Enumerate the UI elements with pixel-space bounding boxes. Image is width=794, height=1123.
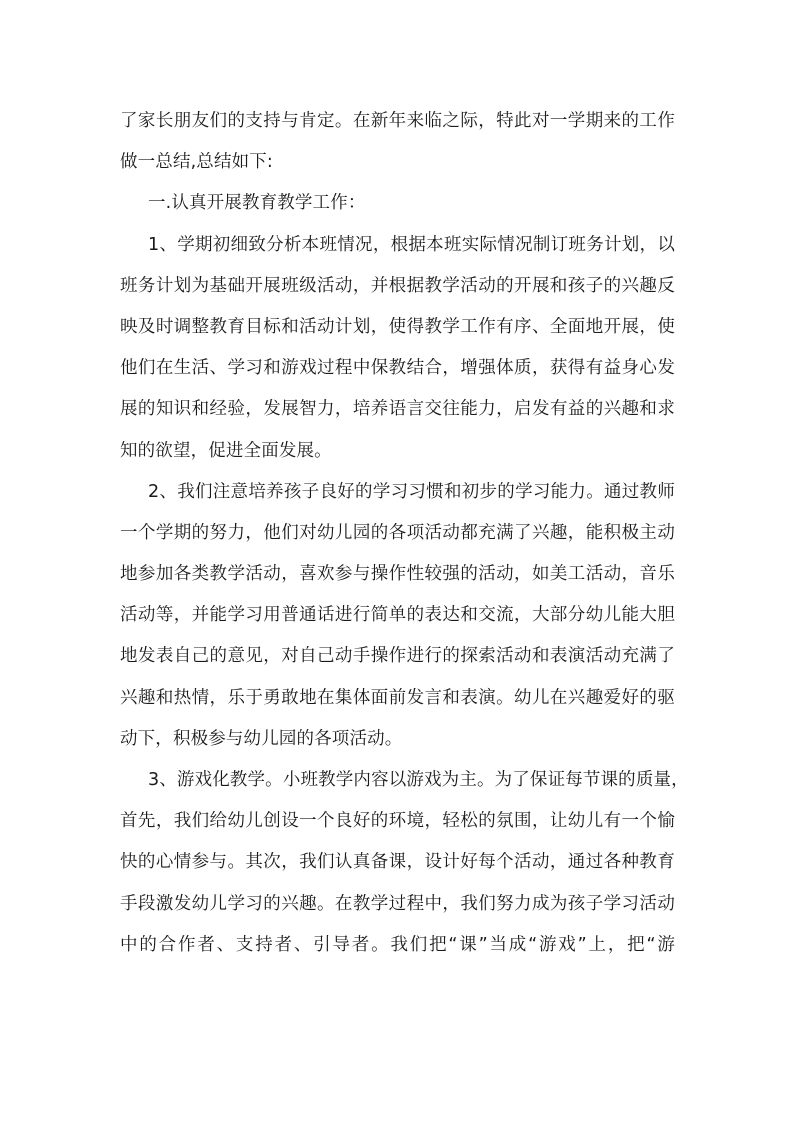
text-line: 手段激发幼儿学习的兴趣。在教学过程中，我们努力成为孩子学习活动 bbox=[120, 893, 675, 914]
text-line: 活动等，并能学习用普通话进行简单的表达和交流，大部分幼儿能大胆 bbox=[120, 605, 675, 626]
text-line: 知的欲望，促进全面发展。 bbox=[120, 440, 332, 461]
text-line: 兴趣和热情，乐于勇敢地在集体面前发言和表演。幼儿在兴趣爱好的驱 bbox=[120, 687, 675, 708]
text-line: 了家长朋友们的支持与肯定。在新年来临之际，特此对一学期来的工作 bbox=[120, 111, 675, 131]
text-line: 映及时调整教育目标和活动计划，使得教学工作有序、全面地开展，使 bbox=[120, 316, 675, 337]
text-line: 一个学期的努力，他们对幼儿园的各项活动都充满了兴趣，能积极主动 bbox=[120, 522, 675, 543]
paragraph-start: 3、游戏化教学。小班教学内容以游戏为主。为了保证每节课的质量， bbox=[148, 770, 689, 790]
paragraph-start: 1、学期初细致分析本班情况，根据本班实际情况制订班务计划，以 bbox=[148, 234, 675, 255]
text-line: 快的心情参与。其次，我们认真备课，设计好每个活动，通过各种教育 bbox=[120, 852, 675, 873]
paragraph-start: 2、我们注意培养孩子良好的学习习惯和初步的学习能力。通过教师 bbox=[148, 481, 675, 502]
text-line: 动下，积极参与幼儿园的各项活动。 bbox=[120, 728, 403, 749]
text-line: 做一总结,总结如下: bbox=[120, 152, 273, 173]
text-line: 地发表自己的意见，对自己动手操作进行的探索活动和表演活动充满了 bbox=[120, 646, 675, 667]
document-body bbox=[120, 101, 689, 966]
text-line: 展的知识和经验，发展智力，培养语言交往能力，启发有益的兴趣和求 bbox=[120, 399, 675, 420]
text-line: 中的合作者、支持者、引导者。我们把“课”当成“游戏”上，把“游 bbox=[120, 934, 675, 955]
text-line: 首先，我们给幼儿创设一个良好的环境，轻松的氛围，让幼儿有一个愉 bbox=[120, 811, 675, 832]
text-line: 他们在生活、学习和游戏过程中保教结合，增强体质，获得有益身心发 bbox=[120, 358, 675, 379]
text-line: 班务计划为基础开展班级活动，并根据教学活动的开展和孩子的兴趣反 bbox=[120, 275, 675, 296]
text-line: 地参加各类教学活动，喜欢参与操作性较强的活动，如美工活动，音乐 bbox=[120, 564, 675, 585]
section-heading: 一.认真开展教育教学工作： bbox=[148, 193, 366, 214]
